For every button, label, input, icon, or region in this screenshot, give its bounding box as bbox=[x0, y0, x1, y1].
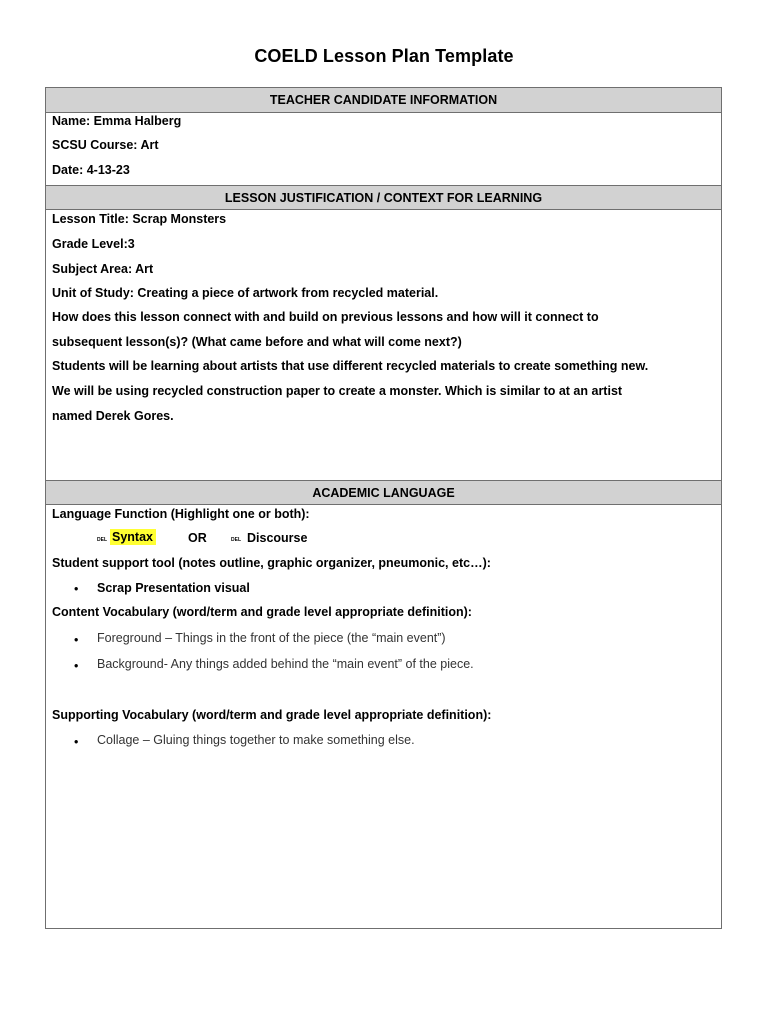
or-label: OR bbox=[188, 531, 207, 545]
name-field: Name: Emma Halberg bbox=[52, 114, 182, 128]
supporting-vocab-item: Collage – Gluing things together to make something else. bbox=[97, 733, 415, 747]
content-vocabulary-label: Content Vocabulary (word/term and grade level appropriate definition): bbox=[52, 605, 472, 619]
content-vocab-item: Background- Any things added behind the “main event” of the piece. bbox=[97, 657, 474, 671]
section-header-teacher-candidate-information: TEACHER CANDIDATE INFORMATION bbox=[46, 88, 721, 113]
connection-answer-line-3: named Derek Gores. bbox=[52, 409, 174, 423]
subject-area-field: Subject Area: Art bbox=[52, 262, 154, 276]
grade-level-field: Grade Level:3 bbox=[52, 237, 135, 251]
support-tool-item: Scrap Presentation visual bbox=[97, 581, 250, 595]
page-title: COELD Lesson Plan Template bbox=[254, 46, 514, 66]
date-field: Date: 4-13-23 bbox=[52, 163, 130, 177]
course-field: SCSU Course: Art bbox=[52, 138, 159, 152]
connection-question-line-1: How does this lesson connect with and build on previous lessons and how will it connect to bbox=[52, 310, 599, 324]
section-header-academic-language: ACADEMIC LANGUAGE bbox=[46, 480, 721, 505]
support-tool-label: Student support tool (notes outline, graphic organizer, pneumonic, etc…): bbox=[52, 556, 491, 570]
syntax-checkbox-mark[interactable]: DEL bbox=[97, 537, 107, 543]
lesson-title-field: Lesson Title: Scrap Monsters bbox=[52, 212, 227, 226]
bullet-icon: • bbox=[74, 735, 79, 749]
unit-of-study-field: Unit of Study: Creating a piece of artwork from recycled material. bbox=[52, 286, 439, 300]
discourse-option[interactable]: Discourse bbox=[247, 531, 308, 545]
syntax-option[interactable]: Syntax bbox=[110, 529, 156, 545]
connection-question-line-2: subsequent lesson(s)? (What came before and what will come next?) bbox=[52, 335, 462, 349]
bullet-icon: • bbox=[74, 582, 79, 596]
discourse-checkbox-mark[interactable]: DEL bbox=[231, 537, 241, 543]
connection-answer-line-1: Students will be learning about artists that use different recycled materials to create something new. bbox=[52, 359, 649, 373]
bullet-icon: • bbox=[74, 659, 79, 673]
content-vocab-item: Foreground – Things in the front of the piece (the “main event”) bbox=[97, 631, 446, 645]
supporting-vocabulary-label: Supporting Vocabulary (word/term and grade level appropriate definition): bbox=[52, 708, 492, 722]
bullet-icon: • bbox=[74, 633, 79, 647]
connection-answer-line-2: We will be using recycled construction paper to create a monster. Which is similar to at an artist bbox=[52, 384, 623, 398]
lesson-plan-form bbox=[45, 87, 722, 929]
section-header-lesson-justification: LESSON JUSTIFICATION / CONTEXT FOR LEARNING bbox=[46, 185, 721, 210]
language-function-label: Language Function (Highlight one or both): bbox=[52, 507, 310, 521]
